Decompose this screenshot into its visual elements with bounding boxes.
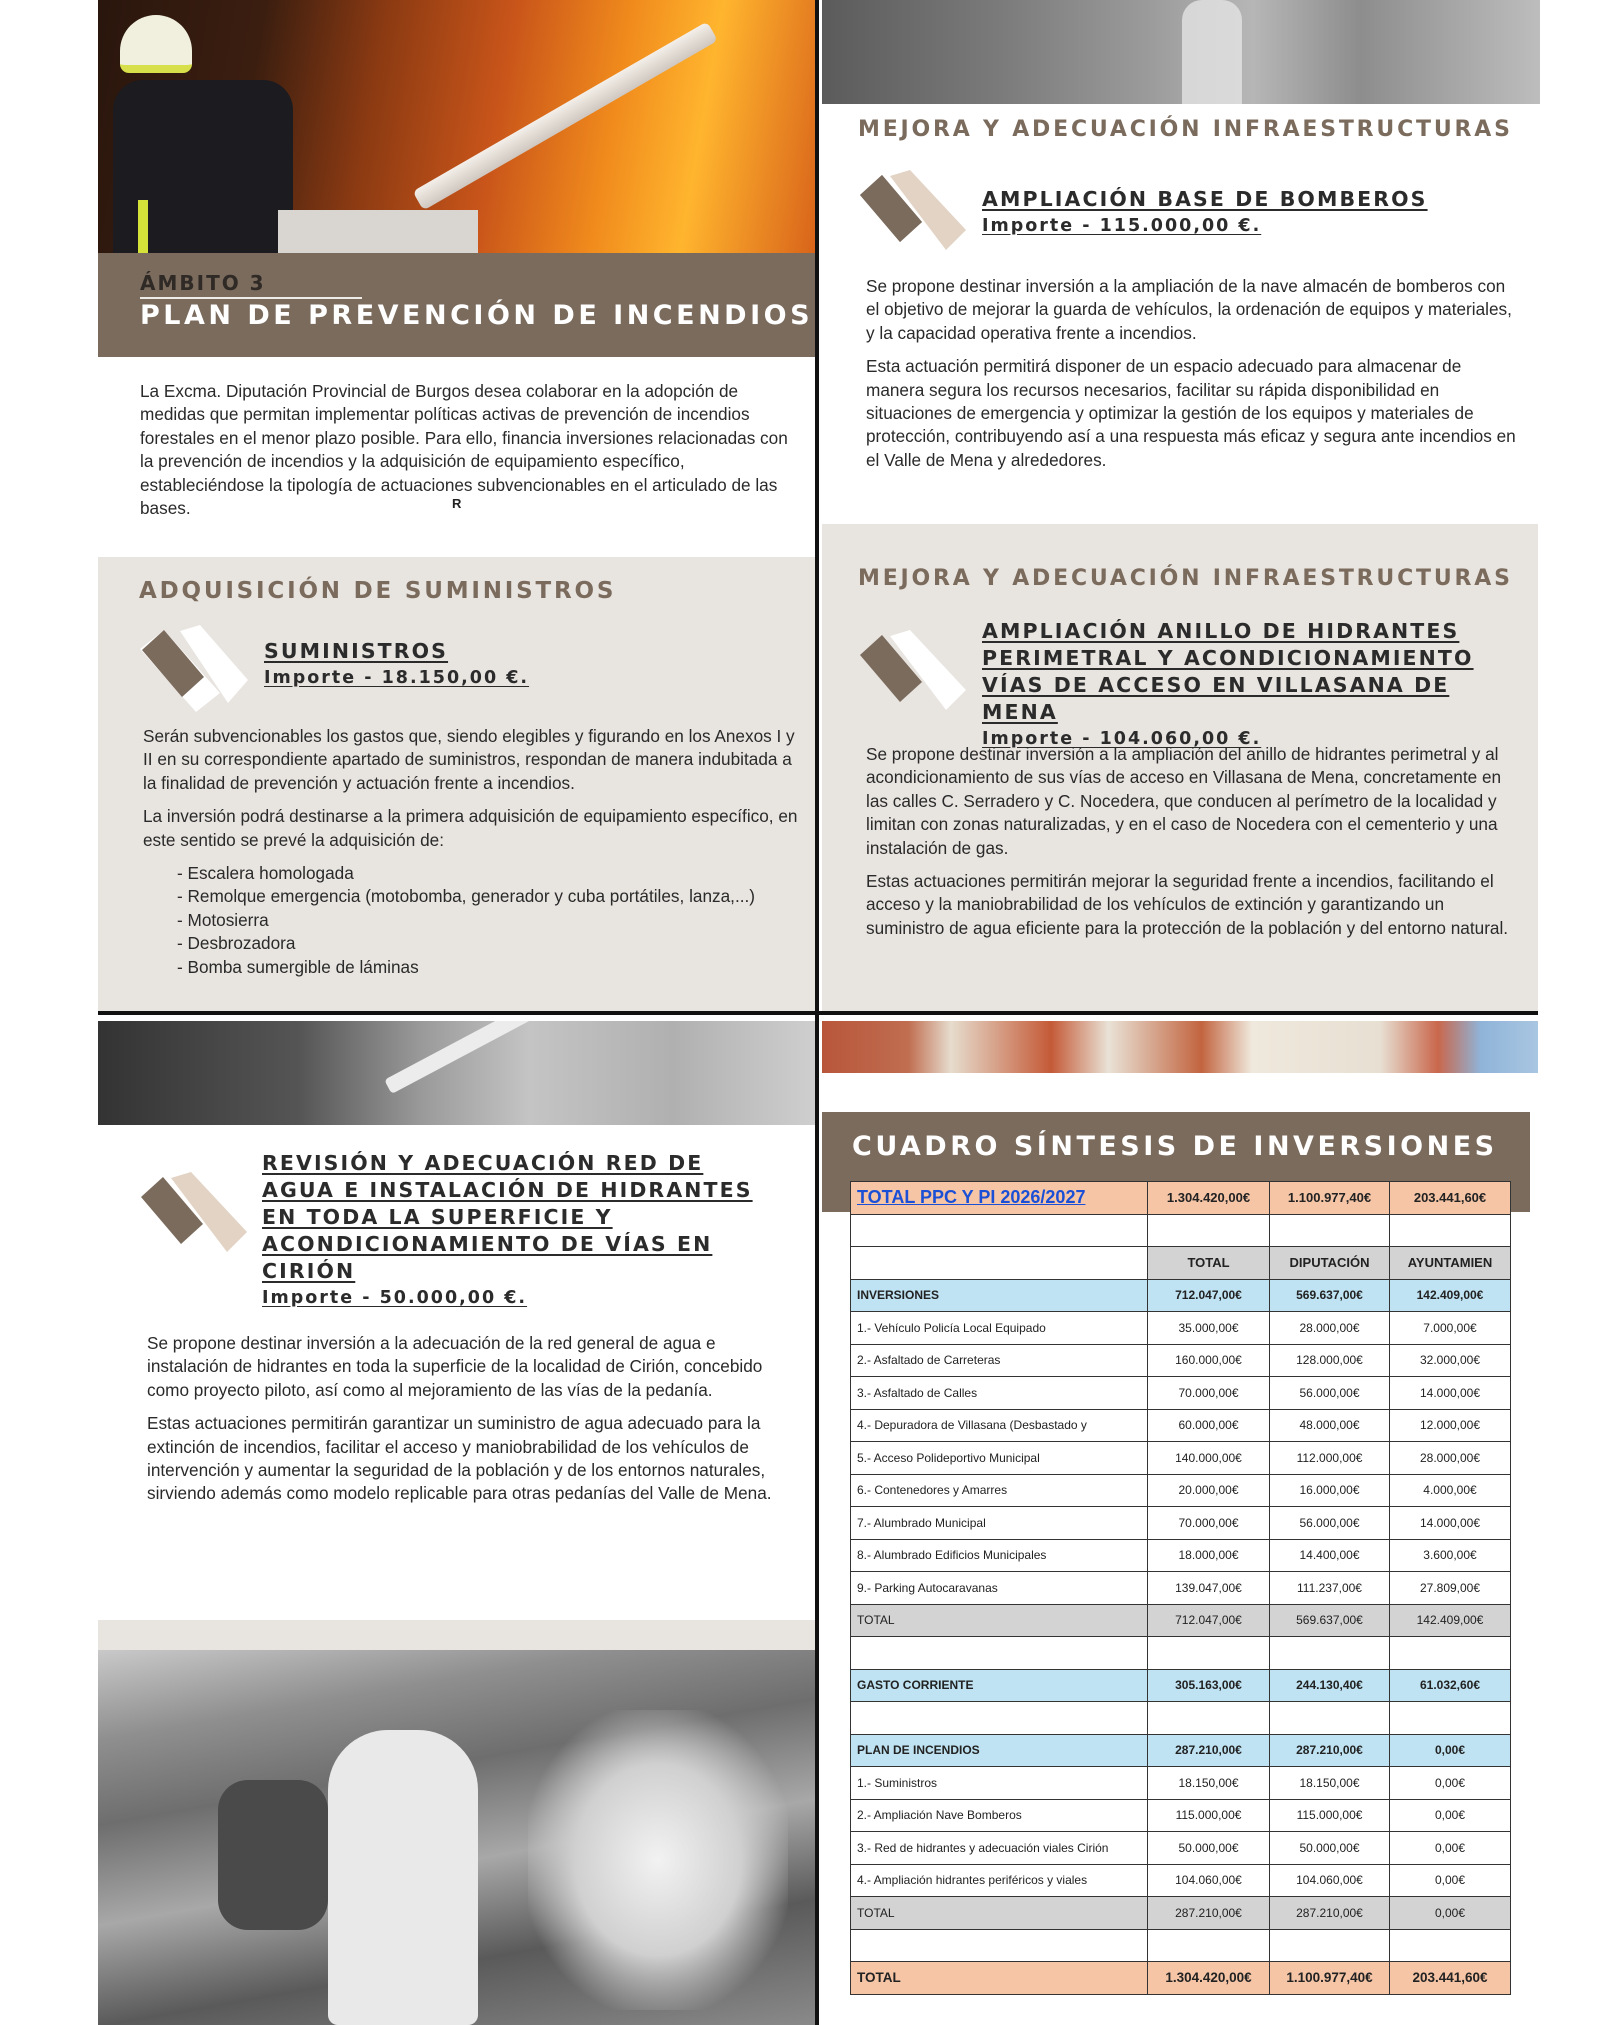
list-item: - Remolque emergencia (motobomba, generador y cuba portátiles, lanza,...) <box>177 886 755 907</box>
cell-label: TOTAL <box>851 1962 1148 1995</box>
incendios-rows <box>851 1767 1511 1897</box>
cell-label: 3.- Asfaltado de Calles <box>851 1377 1148 1410</box>
cell-label: 2.- Ampliación Nave Bomberos <box>851 1799 1148 1832</box>
town-hall-photo <box>822 1021 1538 1073</box>
bomberos-paragraph-2: Esta actuación permitirá disponer de un espacio adecuado para almacenar de manera segura los recursos necesarios, facilitar su rápida disponibilidad en situaciones de emergencia y optimizar la gestión de los equipos y materiales de protección, contribuyendo así a una respuesta más eficaz y segura ante incendios en el Valle de Mena y alrededores. <box>866 356 1516 470</box>
cell-label: 8.- Alumbrado Edificios Municipales <box>851 1539 1148 1572</box>
cell-label: 3.- Red de hidrantes y adecuación viales Cirión <box>851 1832 1148 1865</box>
bomberos-section-heading: MEJORA Y ADECUACIÓN INFRAESTRUCTURAS <box>858 117 1513 142</box>
cell-total: 287.210,00€ <box>1148 1897 1270 1930</box>
hidrantes-paragraph-1: Se propone destinar inversión a la ampliación del anillo de hidrantes perimetral y al acondicionamiento de sus vías de acceso en Villasana de Mena, concretamente en las calles C. Serradero y C. Nocedera, que conducen al perímetro de la localidad y limitan con zonas naturalizadas, y en el caso de Nocedera con el cementerio y una instalación de gas. <box>866 744 1502 858</box>
hidrantes-title <box>982 618 1522 752</box>
ambito-title: PLAN DE PREVENCIÓN DE INCENDIOS <box>140 300 814 331</box>
top-total-label-cell <box>851 1182 1148 1215</box>
cell-total: 287.210,00€ <box>1148 1734 1270 1767</box>
cell-total: 20.000,00€ <box>1148 1474 1270 1507</box>
cell-label: 1.- Suministros <box>851 1767 1148 1800</box>
table-row <box>851 1474 1511 1507</box>
cell-label: PLAN DE INCENDIOS <box>851 1734 1148 1767</box>
ambito-label: ÁMBITO 3 <box>140 271 266 295</box>
cell-total: 35.000,00€ <box>1148 1312 1270 1345</box>
cell-diputacion: 569.637,00€ <box>1270 1604 1390 1637</box>
suministros-body <box>143 725 803 979</box>
table-row-inversiones-total <box>851 1604 1511 1637</box>
cuadro-title: CUADRO SÍNTESIS DE INVERSIONES <box>852 1131 1498 1162</box>
cell-label: 6.- Contenedores y Amarres <box>851 1474 1148 1507</box>
cell-diputacion: 115.000,00€ <box>1270 1799 1390 1832</box>
table-row <box>851 1767 1511 1800</box>
table-header-row <box>851 1247 1511 1280</box>
cell-diputacion: 287.210,00€ <box>1270 1734 1390 1767</box>
table-row-grand-total <box>851 1962 1511 1995</box>
cell-label: INVERSIONES <box>851 1279 1148 1312</box>
investment-summary-table <box>850 1181 1511 1995</box>
cell-label: 9.- Parking Autocaravanas <box>851 1572 1148 1605</box>
table-row-empty <box>851 1702 1511 1735</box>
cirion-amount: Importe - 50.000,00 €. <box>262 1288 528 1308</box>
ambito-intro-text: La Excma. Diputación Provincial de Burgos desea colaborar en la adopción de medidas que permitan implementar políticas activas de prevención de incendios forestales en el menor plazo posible. Para ello, financia inversiones relacionadas con la prevención de incendios y la adquisición de equipamiento específico, estableciéndose la tipología de actuaciones subvencionables en el articulado de las bases. <box>140 381 788 519</box>
cell-total: 712.047,00€ <box>1148 1279 1270 1312</box>
cell-ayuntamiento: 0,00€ <box>1390 1832 1511 1865</box>
cell-diputacion: 14.400,00€ <box>1270 1539 1390 1572</box>
cell-total: 115.000,00€ <box>1148 1799 1270 1832</box>
cell-label: 5.- Acceso Polideportivo Municipal <box>851 1442 1148 1475</box>
cell-total: 60.000,00€ <box>1148 1409 1270 1442</box>
cell-ayuntamiento: 32.000,00€ <box>1390 1344 1511 1377</box>
table-row-empty <box>851 1637 1511 1670</box>
cell-total: 1.304.420,00€ <box>1148 1962 1270 1995</box>
cell-diputacion: 28.000,00€ <box>1270 1312 1390 1345</box>
stray-mark: R <box>452 496 462 511</box>
cell-label: 1.- Vehículo Policía Local Equipado <box>851 1312 1148 1345</box>
cell-label: GASTO CORRIENTE <box>851 1669 1148 1702</box>
bomberos-paragraph-1: Se propone destinar inversión a la ampliación de la nave almacén de bomberos con el objetivo de mejorar la guarda de vehículos, la ordenación de equipos y materiales, y la capacidad operativa frente a incendios. <box>866 276 1512 343</box>
table-row-plan-incendios <box>851 1734 1511 1767</box>
cell-ayuntamiento: 61.032,60€ <box>1390 1669 1511 1702</box>
list-item: - Bomba sumergible de láminas <box>177 956 419 977</box>
diamond-icon <box>856 170 966 280</box>
cell-total: 18.150,00€ <box>1148 1767 1270 1800</box>
firefighter-forest-photo <box>822 0 1540 104</box>
table-row-inversiones <box>851 1279 1511 1312</box>
table-row <box>851 1799 1511 1832</box>
cell-ayuntamiento: 14.000,00€ <box>1390 1507 1511 1540</box>
cell-total: 70.000,00€ <box>1148 1507 1270 1540</box>
cell-ayuntamiento: 14.000,00€ <box>1390 1377 1511 1410</box>
bomberos-title-text: AMPLIACIÓN BASE DE BOMBEROS <box>982 187 1428 211</box>
suministros-paragraph-2: La inversión podrá destinarse a la primera adquisición de equipamiento específico, en este sentido se prevé la adquisición de: <box>143 806 798 850</box>
cell-diputacion: 569.637,00€ <box>1270 1279 1390 1312</box>
ambito-underline <box>140 297 362 299</box>
table-row <box>851 1539 1511 1572</box>
beige-strip <box>98 1620 817 1650</box>
bomberos-body <box>866 275 1516 472</box>
suministros-amount: Importe - 18.150,00 €. <box>264 668 530 688</box>
cell-ayuntamiento: 203.441,60€ <box>1390 1182 1511 1215</box>
cell-ayuntamiento: 27.809,00€ <box>1390 1572 1511 1605</box>
cell-ayuntamiento: 0,00€ <box>1390 1864 1511 1897</box>
cell-label: 4.- Depuradora de Villasana (Desbastado y <box>851 1409 1148 1442</box>
table-row-incendios-total <box>851 1897 1511 1930</box>
table-row <box>851 1344 1511 1377</box>
cell-total: 70.000,00€ <box>1148 1377 1270 1410</box>
hidrantes-body <box>866 743 1516 940</box>
cell-ayuntamiento: 28.000,00€ <box>1390 1442 1511 1475</box>
table-row-empty <box>851 1929 1511 1962</box>
suministros-paragraph-1: Serán subvencionables los gastos que, siendo elegibles y figurando en los Anexos I y II en su correspondiente apartado de suministros, respondan de manera indubitada a la finalidad de prevención y actuación frente a incendios. <box>143 726 795 793</box>
cell-diputacion: 128.000,00€ <box>1270 1344 1390 1377</box>
page-divider-horizontal <box>98 1011 1538 1015</box>
firefighter-hose-photo <box>98 1021 817 1125</box>
cell-ayuntamiento: 0,00€ <box>1390 1734 1511 1767</box>
suministros-title <box>264 638 784 691</box>
table-row-empty <box>851 1214 1511 1247</box>
table-row <box>851 1864 1511 1897</box>
cirion-paragraph-1: Se propone destinar inversión a la adecuación de la red general de agua e instalación de hidrantes en toda la superficie de la localidad de Cirión, concebido como proyecto piloto, así como al mejoramiento de las vías de la pedanía. <box>147 1333 763 1400</box>
cell-diputacion: 112.000,00€ <box>1270 1442 1390 1475</box>
suministros-title-text: SUMINISTROS <box>264 639 449 663</box>
suministros-list <box>143 862 803 979</box>
list-item: - Desbrozadora <box>177 933 296 954</box>
table-row <box>851 1312 1511 1345</box>
cell-total: 712.047,00€ <box>1148 1604 1270 1637</box>
cell-ayuntamiento: 3.600,00€ <box>1390 1539 1511 1572</box>
cell-diputacion: 18.150,00€ <box>1270 1767 1390 1800</box>
cell-diputacion: 56.000,00€ <box>1270 1377 1390 1410</box>
header-diputacion: DIPUTACIÓN <box>1270 1247 1390 1280</box>
cell-total: 160.000,00€ <box>1148 1344 1270 1377</box>
cell-total: 50.000,00€ <box>1148 1832 1270 1865</box>
table-row-top-total <box>851 1182 1511 1215</box>
hidrantes-title-text: AMPLIACIÓN ANILLO DE HIDRANTES PERIMETRAL Y ACONDICIONAMIENTO VÍAS DE ACCESO EN VILLASANA DE MENA <box>982 619 1474 724</box>
cell-diputacion: 1.100.977,40€ <box>1270 1182 1390 1215</box>
cell-ayuntamiento: 0,00€ <box>1390 1799 1511 1832</box>
cell-diputacion: 287.210,00€ <box>1270 1897 1390 1930</box>
header-total: TOTAL <box>1148 1247 1270 1280</box>
cell-diputacion: 50.000,00€ <box>1270 1832 1390 1865</box>
cell-ayuntamiento: 142.409,00€ <box>1390 1604 1511 1637</box>
list-item: - Motosierra <box>177 909 269 930</box>
firefighter-fire-photo <box>98 0 817 253</box>
cell-ayuntamiento: 142.409,00€ <box>1390 1279 1511 1312</box>
cirion-body <box>147 1332 797 1506</box>
cell-diputacion: 104.060,00€ <box>1270 1864 1390 1897</box>
cell-diputacion: 56.000,00€ <box>1270 1507 1390 1540</box>
cell-ayuntamiento: 4.000,00€ <box>1390 1474 1511 1507</box>
table-row <box>851 1832 1511 1865</box>
diamond-icon <box>856 630 966 740</box>
top-total-link[interactable]: TOTAL PPC Y PI 2026/2027 <box>857 1187 1086 1208</box>
bomberos-amount: Importe - 115.000,00 €. <box>982 216 1262 236</box>
cell-label: 4.- Ampliación hidrantes periféricos y viales <box>851 1864 1148 1897</box>
cell-total: 139.047,00€ <box>1148 1572 1270 1605</box>
header-ayuntamiento: AYUNTAMIEN <box>1390 1247 1511 1280</box>
table-row <box>851 1442 1511 1475</box>
diamond-icon <box>138 625 248 735</box>
cirion-paragraph-2: Estas actuaciones permitirán garantizar un suministro de agua adecuado para la extinción de incendios, facilitar el acceso y maniobrabilidad de los vehículos de intervención y aumentar la seguridad de la población y de los entornos naturales, sirviendo además como modelo replicable para otras pedanías del Valle de Mena. <box>147 1413 772 1504</box>
cirion-title-text: REVISIÓN Y ADECUACIÓN RED DE AGUA E INSTALACIÓN DE HIDRANTES EN TODA LA SUPERFICIE Y ACONDICIONAMIENTO DE VÍAS EN CIRIÓN <box>262 1151 753 1283</box>
bomberos-title <box>982 186 1522 239</box>
cell-label: TOTAL <box>851 1604 1148 1637</box>
ambito-intro <box>140 380 790 520</box>
forest-worker-photo <box>98 1650 817 2025</box>
table-row <box>851 1377 1511 1410</box>
table-row-gasto-corriente <box>851 1669 1511 1702</box>
cell-diputacion: 1.100.977,40€ <box>1270 1962 1390 1995</box>
cell-ayuntamiento: 7.000,00€ <box>1390 1312 1511 1345</box>
cell-total: 140.000,00€ <box>1148 1442 1270 1475</box>
cell-ayuntamiento: 0,00€ <box>1390 1897 1511 1930</box>
cell-label: 7.- Alumbrado Municipal <box>851 1507 1148 1540</box>
table-row <box>851 1409 1511 1442</box>
table-row <box>851 1572 1511 1605</box>
cell-total: 104.060,00€ <box>1148 1864 1270 1897</box>
cirion-title <box>262 1150 782 1311</box>
cell-diputacion: 244.130,40€ <box>1270 1669 1390 1702</box>
cell-ayuntamiento: 12.000,00€ <box>1390 1409 1511 1442</box>
hidrantes-section-heading: MEJORA Y ADECUACIÓN INFRAESTRUCTURAS <box>858 566 1513 591</box>
cell-diputacion: 111.237,00€ <box>1270 1572 1390 1605</box>
inversiones-rows <box>851 1312 1511 1605</box>
list-item: - Escalera homologada <box>177 863 354 884</box>
cell-diputacion: 48.000,00€ <box>1270 1409 1390 1442</box>
suministros-section-heading: ADQUISICIÓN DE SUMINISTROS <box>139 578 617 604</box>
cell-total: 18.000,00€ <box>1148 1539 1270 1572</box>
cell-label: 2.- Asfaltado de Carreteras <box>851 1344 1148 1377</box>
cell-ayuntamiento: 203.441,60€ <box>1390 1962 1511 1995</box>
hidrantes-amount: Importe - 104.060,00 €. <box>982 729 1262 749</box>
diamond-icon <box>137 1172 247 1282</box>
cell-label: TOTAL <box>851 1897 1148 1930</box>
table-row <box>851 1507 1511 1540</box>
cell-total: 1.304.420,00€ <box>1148 1182 1270 1215</box>
cell-total: 305.163,00€ <box>1148 1669 1270 1702</box>
hidrantes-paragraph-2: Estas actuaciones permitirán mejorar la seguridad frente a incendios, facilitando el acceso y la maniobrabilidad de los vehículos de extinción y garantizando un suministro de agua eficiente para la protección de la población y del entorno natural. <box>866 871 1509 938</box>
cell-diputacion: 16.000,00€ <box>1270 1474 1390 1507</box>
cell-ayuntamiento: 0,00€ <box>1390 1767 1511 1800</box>
